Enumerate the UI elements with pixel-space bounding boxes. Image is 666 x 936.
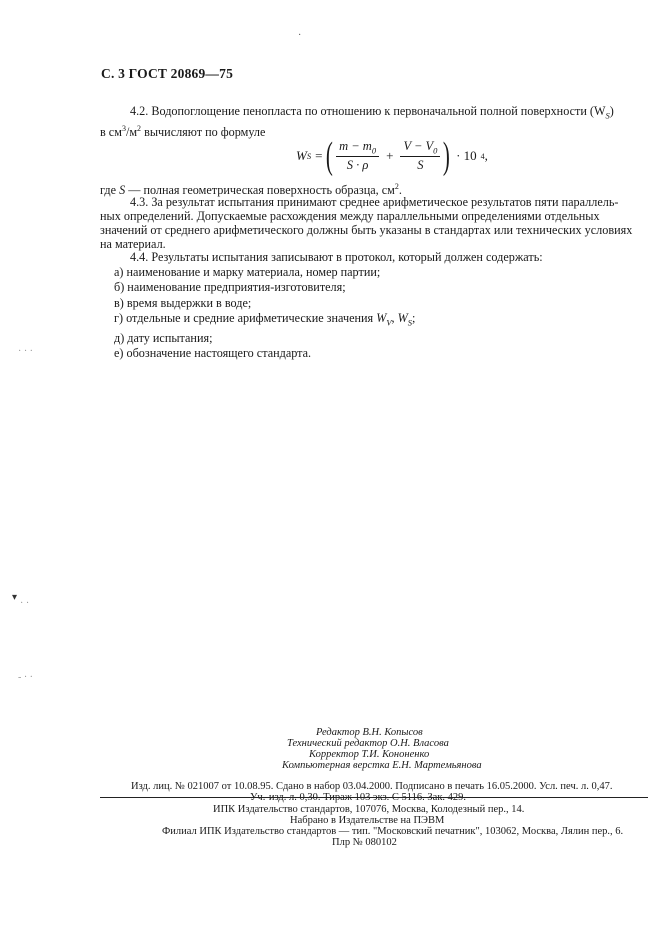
formula-lhs: W	[296, 148, 307, 163]
list-item-g-text: г) отдельные и средние арифметические значения	[114, 311, 377, 326]
scan-speck: · ·	[20, 598, 30, 609]
pub-line-1: Изд. лиц. № 021007 от 10.08.95. Сдано в набор 03.04.2000. Подписано в печать 16.05.2000. Усл. печ. л. 0,47.	[131, 781, 613, 792]
scan-speck: ▾	[12, 592, 18, 603]
where-sup: 2	[394, 182, 399, 191]
p42-line2c: вычисляют по формуле	[141, 125, 266, 140]
paragraph-4-4	[100, 250, 640, 264]
credit-editor: Редактор В.Н. Копысов	[316, 727, 423, 738]
paragraph-4-3	[100, 195, 640, 251]
frac1-den: S · ρ	[346, 158, 369, 173]
p42-sub: S	[605, 110, 610, 121]
where-c: .	[398, 183, 402, 198]
list-item: а) наименование и марку материала, номер партии;	[114, 265, 381, 279]
formula-power: 4	[480, 151, 485, 161]
pub-line-3: ИПК Издательство стандартов, 107076, Москва, Колодезный пер., 14.	[213, 804, 525, 815]
formula-plus: +	[386, 148, 394, 163]
p43-line1: 4.3. За результат испытания принимают среднее арифметическое результатов пяти параллель-	[130, 195, 619, 209]
formula-eq: =	[315, 148, 323, 163]
p43-line4: на материал.	[100, 237, 166, 251]
where-s: S	[119, 183, 126, 198]
p42-text: 4.2. Водопоглощение пенопласта по отношению к первоначальной полной поверхности (W	[130, 104, 606, 118]
frac1-num-sub: 0	[371, 145, 377, 156]
p44-line1: 4.4. Результаты испытания записывают в протокол, который должен содержать:	[130, 250, 543, 264]
list-g-s: S	[407, 317, 413, 328]
formula-fraction-1	[336, 139, 379, 174]
credit-tech-editor: Технический редактор О.Н. Власова	[287, 738, 449, 749]
frac2-den: S	[417, 158, 424, 173]
p42-sup1: 3	[121, 124, 126, 134]
where-b: — полная геометрическая поверхность образца, см	[125, 183, 395, 198]
credit-layout: Компьютерная верстка Е.Н. Мартемьянова	[282, 760, 482, 771]
scan-speck: · · ·	[18, 346, 33, 357]
p43-line3: значений от среднего арифметического должны быть указаны в стандартах или технических условиях	[100, 223, 633, 237]
formula-lhs-sub: S	[306, 151, 312, 161]
pub-line-2: Уч.-изд. л. 0,30. Тираж 103 экз. С 5116. Зак. 429.	[250, 792, 467, 803]
list-item: д) дату испытания;	[114, 331, 213, 346]
credit-corrector: Корректор Т.И. Кононенко	[309, 749, 430, 760]
formula-fraction-2	[400, 139, 440, 174]
p42-line2a: в см	[100, 125, 122, 140]
p43-line2: ных определений. Допускаемые расхождения между параллельными определениями отдельных	[100, 209, 600, 223]
frac2-num-sub: 0	[433, 145, 438, 156]
list-g-end: ;	[412, 311, 416, 326]
formula-end: ,	[484, 148, 488, 163]
divider-rule	[100, 797, 648, 798]
formula-paren-open: (	[326, 135, 334, 177]
list-item: б) наименование предприятия-изготовителя;	[114, 280, 346, 295]
list-g-w2: W	[397, 311, 408, 326]
page-header: С. 3 ГОСТ 20869—75	[101, 66, 234, 81]
protocol-content-list	[114, 265, 415, 362]
formula-mult: · 10	[456, 148, 477, 163]
list-item	[114, 311, 415, 331]
list-item: е) обозначение настоящего стандарта.	[114, 346, 312, 361]
pub-line-6: Плр № 080102	[332, 837, 397, 848]
pub-line-5: Филиал ИПК Издательство стандартов — тип. "Московский печатник", 103062, Москва, Лялин пер., 6.	[162, 826, 624, 837]
list-g-w1: W	[376, 311, 387, 326]
list-g-comma: ,	[391, 311, 398, 326]
scan-speck: ·	[298, 30, 302, 41]
frac2-num: V − V	[403, 138, 434, 153]
list-g-v: V	[386, 317, 392, 328]
formula-ws	[296, 134, 488, 178]
p42-sup2: 2	[137, 124, 142, 134]
p42-line2b: /м	[125, 125, 138, 140]
where-a: где	[100, 183, 120, 198]
p42-text-end: )	[609, 104, 614, 118]
list-item: в) время выдержки в воде;	[114, 295, 252, 310]
formula-paren-close: )	[443, 135, 451, 177]
pub-line-4: Набрано в Издательстве на ПЭВМ	[290, 815, 445, 826]
frac1-num: m − m	[339, 138, 372, 153]
scan-speck: - · ·	[18, 672, 33, 683]
